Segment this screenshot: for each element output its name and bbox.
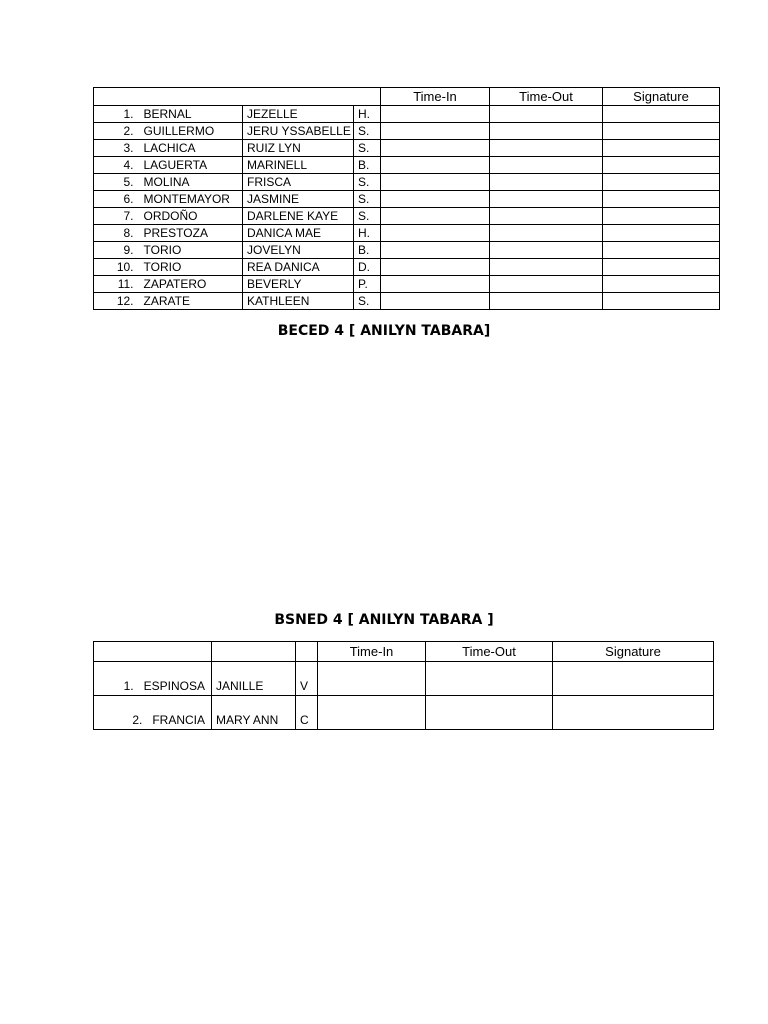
- last-name-cell: TORIO: [140, 242, 243, 259]
- time-in-cell: [381, 276, 490, 293]
- first-name-cell: JEZELLE: [243, 106, 354, 123]
- time-out-cell: [490, 259, 603, 276]
- table-row: [94, 106, 720, 123]
- middle-initial-cell: S.: [354, 140, 381, 157]
- row-number: 7.: [94, 208, 140, 225]
- table-row: [94, 157, 720, 174]
- first-name-cell: JASMINE: [243, 191, 354, 208]
- middle-initial-cell: S.: [354, 293, 381, 310]
- row-number: 2.: [132, 713, 143, 727]
- time-out-cell: [490, 140, 603, 157]
- time-out-cell: [490, 157, 603, 174]
- first-name-cell: REA DANICA: [243, 259, 354, 276]
- time-in-cell: [381, 293, 490, 310]
- header-blank-cell: [94, 642, 212, 662]
- time-in-cell: [381, 123, 490, 140]
- time-in-cell: [381, 140, 490, 157]
- signature-cell: [603, 106, 720, 123]
- signature-cell: [603, 208, 720, 225]
- bsned4-attendance-table: [93, 641, 714, 730]
- table-row: [94, 225, 720, 242]
- signature-cell: [603, 276, 720, 293]
- time-in-cell: [381, 174, 490, 191]
- table-row: [94, 696, 714, 730]
- last-name-cell: MONTEMAYOR: [140, 191, 243, 208]
- header-time-in: Time-In: [381, 88, 490, 106]
- time-out-cell: [426, 662, 553, 696]
- time-in-cell: [381, 191, 490, 208]
- first-name-cell: RUIZ LYN: [243, 140, 354, 157]
- middle-initial-cell: S.: [354, 208, 381, 225]
- header-signature: Signature: [603, 88, 720, 106]
- last-name-cell: MOLINA: [140, 174, 243, 191]
- middle-initial-cell: H.: [354, 225, 381, 242]
- header-blank-cell: [212, 642, 296, 662]
- table-row: [94, 123, 720, 140]
- signature-cell: [553, 662, 714, 696]
- first-name-cell: JERU YSSABELLE: [243, 123, 354, 140]
- middle-initial-cell: B.: [354, 157, 381, 174]
- table-row: [94, 174, 720, 191]
- signature-cell: [603, 259, 720, 276]
- row-number: 9.: [94, 242, 140, 259]
- signature-cell: [553, 696, 714, 730]
- first-name-cell: DANICA MAE: [243, 225, 354, 242]
- middle-initial-cell: P.: [354, 276, 381, 293]
- table-row: [94, 293, 720, 310]
- first-name-cell: BEVERLY: [243, 276, 354, 293]
- time-out-cell: [490, 191, 603, 208]
- header-time-out: Time-Out: [490, 88, 603, 106]
- table-row: [94, 208, 720, 225]
- row-number: 3.: [94, 140, 140, 157]
- row-number: 2.: [94, 123, 140, 140]
- first-name-cell: JANILLE: [212, 662, 296, 696]
- row-number: 12.: [94, 293, 140, 310]
- table-row: [94, 140, 720, 157]
- beced4-attendance-table: [93, 87, 720, 310]
- signature-cell: [603, 123, 720, 140]
- middle-initial-cell: S.: [354, 191, 381, 208]
- table-row: [94, 259, 720, 276]
- first-name-cell: JOVELYN: [243, 242, 354, 259]
- time-out-cell: [490, 123, 603, 140]
- middle-initial-cell: S.: [354, 123, 381, 140]
- header-signature: Signature: [553, 642, 714, 662]
- middle-initial-cell: S.: [354, 174, 381, 191]
- time-out-cell: [490, 225, 603, 242]
- time-out-cell: [490, 242, 603, 259]
- row-number: 1.: [123, 679, 134, 693]
- row-number: 11.: [94, 276, 140, 293]
- time-in-cell: [381, 259, 490, 276]
- time-in-cell: [381, 225, 490, 242]
- middle-initial-cell: C: [296, 696, 318, 730]
- section-title-beced4: BECED 4 [ ANILYN TABARA]: [277, 323, 491, 339]
- header-time-in: Time-In: [318, 642, 426, 662]
- number-last-name-cell: [94, 662, 212, 696]
- signature-cell: [603, 225, 720, 242]
- first-name-cell: FRISCA: [243, 174, 354, 191]
- time-out-cell: [490, 174, 603, 191]
- signature-cell: [603, 242, 720, 259]
- last-name-cell: ZAPATERO: [140, 276, 243, 293]
- number-last-name-cell: [94, 696, 212, 730]
- last-name: ESPINOSA: [143, 679, 205, 693]
- first-name-cell: DARLENE KAYE: [243, 208, 354, 225]
- table-header-row: [94, 642, 714, 662]
- time-out-cell: [490, 106, 603, 123]
- middle-initial-cell: H.: [354, 106, 381, 123]
- last-name: FRANCIA: [152, 713, 205, 727]
- last-name-cell: ZARATE: [140, 293, 243, 310]
- last-name-cell: BERNAL: [140, 106, 243, 123]
- first-name-cell: MARY ANN: [212, 696, 296, 730]
- time-out-cell: [490, 208, 603, 225]
- time-in-cell: [381, 106, 490, 123]
- table-row: [94, 191, 720, 208]
- first-name-cell: KATHLEEN: [243, 293, 354, 310]
- row-number: 1.: [94, 106, 140, 123]
- section-title-bsned4: BSNED 4 [ ANILYN TABARA ]: [274, 612, 494, 628]
- last-name-cell: LAGUERTA: [140, 157, 243, 174]
- header-time-out: Time-Out: [426, 642, 553, 662]
- last-name-cell: PRESTOZA: [140, 225, 243, 242]
- signature-cell: [603, 140, 720, 157]
- signature-cell: [603, 174, 720, 191]
- row-number: 5.: [94, 174, 140, 191]
- time-out-cell: [490, 276, 603, 293]
- time-in-cell: [318, 696, 426, 730]
- signature-cell: [603, 293, 720, 310]
- table-row: [94, 662, 714, 696]
- last-name-cell: ORDOÑO: [140, 208, 243, 225]
- middle-initial-cell: V: [296, 662, 318, 696]
- time-in-cell: [381, 157, 490, 174]
- first-name-cell: MARINELL: [243, 157, 354, 174]
- middle-initial-cell: D.: [354, 259, 381, 276]
- time-in-cell: [318, 662, 426, 696]
- last-name-cell: GUILLERMO: [140, 123, 243, 140]
- row-number: 6.: [94, 191, 140, 208]
- table-row: [94, 242, 720, 259]
- signature-cell: [603, 157, 720, 174]
- header-blank-cell: [296, 642, 318, 662]
- last-name-cell: TORIO: [140, 259, 243, 276]
- table-header-row: [94, 88, 720, 106]
- table-row: [94, 276, 720, 293]
- signature-cell: [603, 191, 720, 208]
- header-blank-cell: [94, 88, 381, 106]
- time-in-cell: [381, 208, 490, 225]
- time-out-cell: [426, 696, 553, 730]
- row-number: 10.: [94, 259, 140, 276]
- middle-initial-cell: B.: [354, 242, 381, 259]
- row-number: 8.: [94, 225, 140, 242]
- time-out-cell: [490, 293, 603, 310]
- last-name-cell: LACHICA: [140, 140, 243, 157]
- row-number: 4.: [94, 157, 140, 174]
- time-in-cell: [381, 242, 490, 259]
